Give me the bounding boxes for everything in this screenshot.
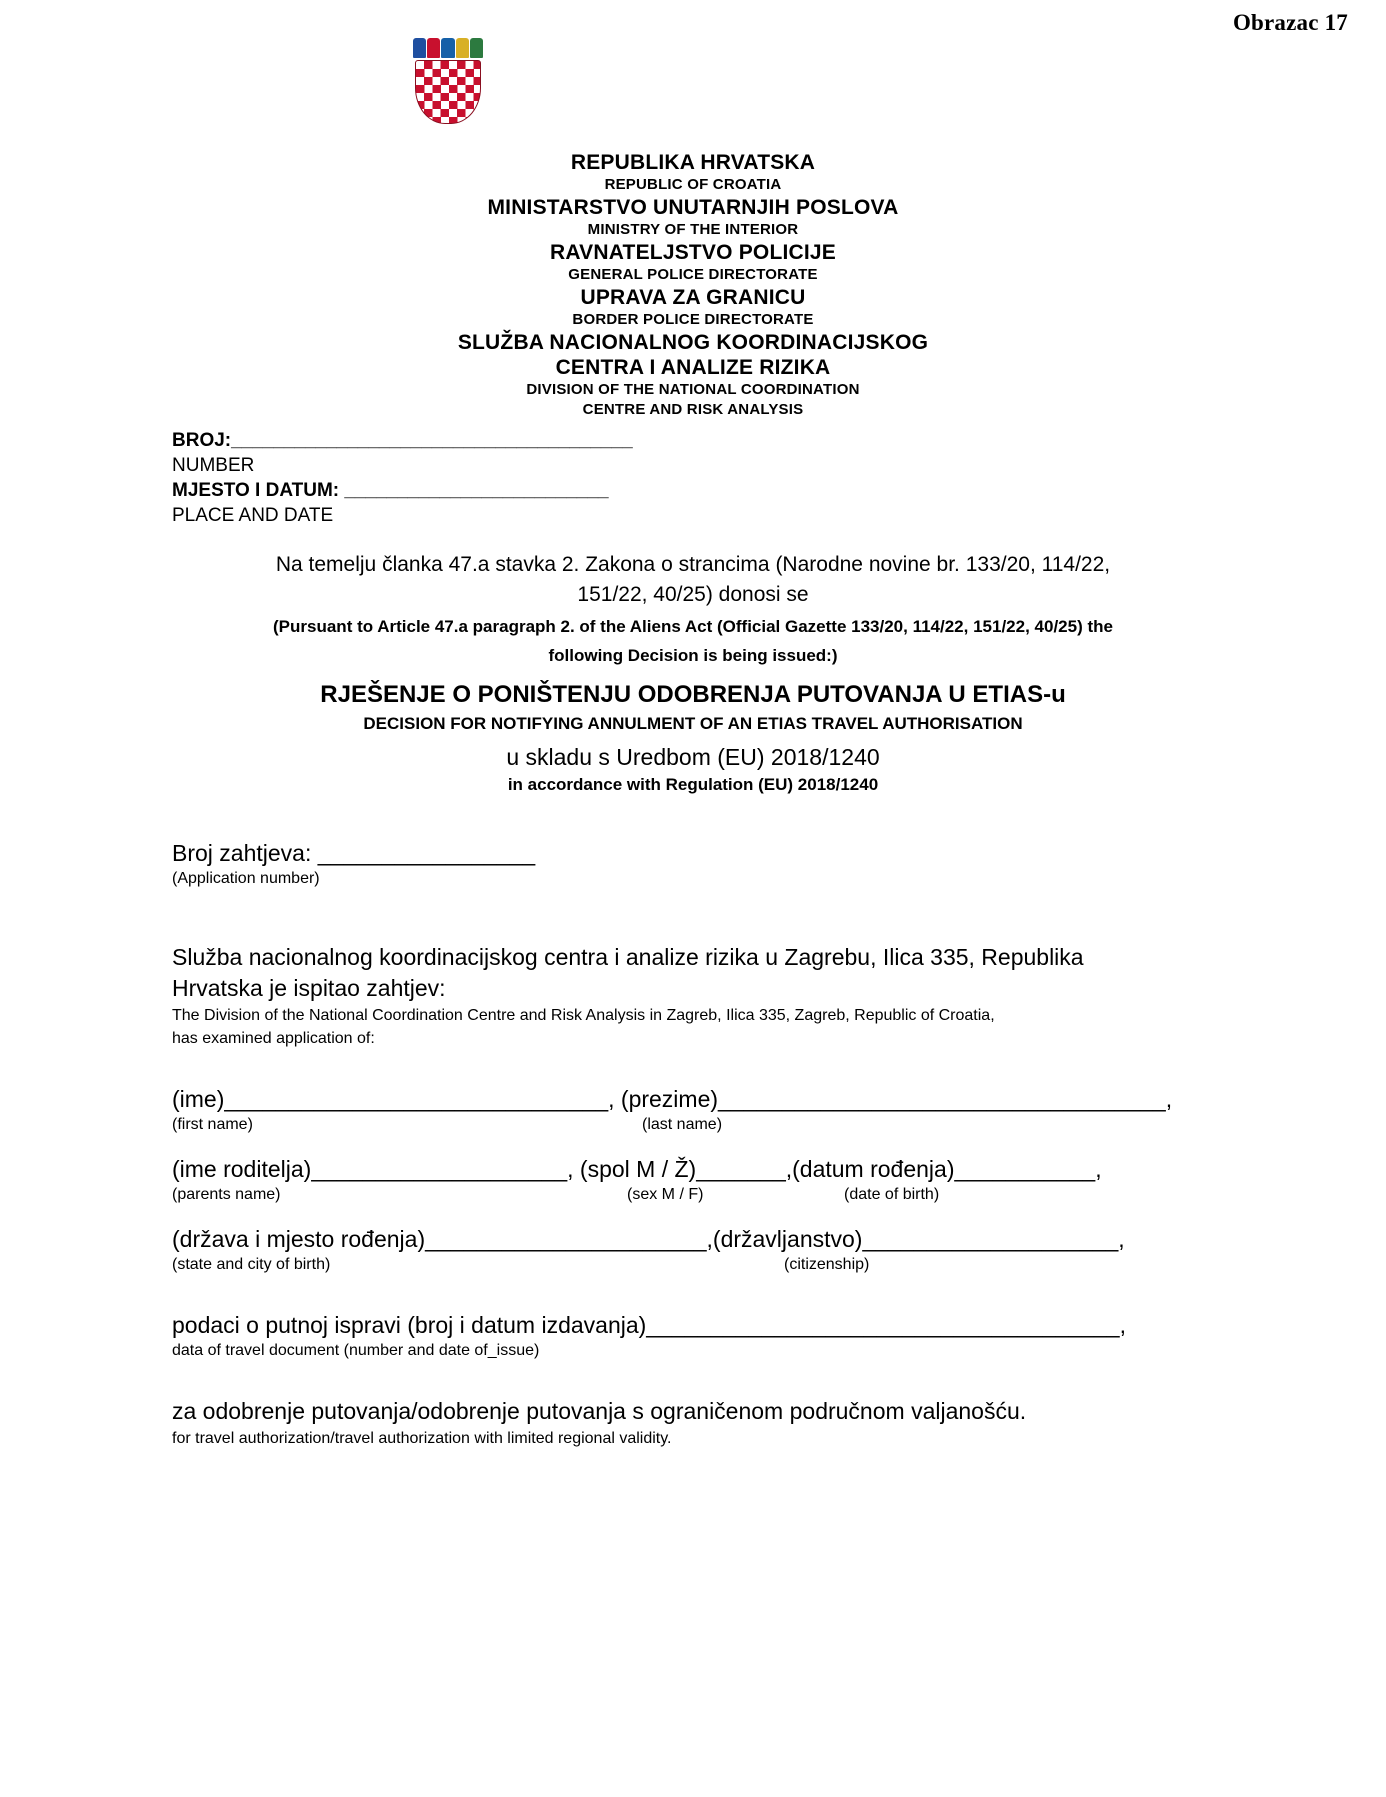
number-field-label-en: NUMBER [172,455,255,476]
legal-basis-hr-line2: 151/22, 40/25) donosi se [577,583,809,606]
authority-statement-hr-line2: Hrvatska je ispitao zahtjev: [172,975,446,1001]
header-line-7: BORDER POLICE DIRECTORATE [572,311,814,328]
header-line-11: CENTRE AND RISK ANALYSIS [582,401,804,418]
crest-shield [415,60,481,124]
parents-row-sublabels [172,1184,1232,1206]
header-line-9: CENTRA I ANALIZE RIZIKA [555,356,831,379]
citizenship-label: (citizenship) [784,1256,870,1273]
name-row-sublabels [172,1114,1232,1136]
birth-row-field[interactable]: (država i mjesto rođenja)______________________,(državljanstvo)____________________, [172,1226,1125,1252]
institution-header [0,150,1386,420]
birth-row-sublabels [172,1254,1232,1276]
reference-block [172,428,1212,528]
title-en: DECISION FOR NOTIFYING ANNULMENT OF AN ETIAS TRAVEL AUTHORISATION [363,714,1023,733]
travel-document-field[interactable]: podaci o putnoj ispravi (broj i datum izdavanja)_____________________________________, [172,1312,1126,1338]
crest-crown [413,38,483,60]
last-name-label: (last name) [642,1116,723,1133]
header-line-10: DIVISION OF THE NATIONAL COORDINATION [526,381,860,398]
form-body [172,838,1232,1450]
birth-row[interactable] [172,1224,1232,1276]
header-line-6: UPRAVA ZA GRANICU [580,286,806,309]
legal-basis [172,550,1214,668]
document-title [172,679,1214,797]
name-row[interactable] [172,1084,1232,1136]
sex-label: (sex M / F) [627,1186,704,1203]
title-regulation-en: in accordance with Regulation (EU) 2018/1240 [507,775,879,794]
form-code: Obrazac 17 [1232,10,1348,35]
header-line-4: RAVNATELJSTVO POLICIJE [550,241,836,264]
parents-name-label: (parents name) [172,1186,281,1203]
purpose-hr: za odobrenje putovanja/odobrenje putovanja s ograničenom područnom valjanošću. [172,1398,1027,1424]
place-date-field-label-en: PLACE AND DATE [172,505,334,526]
header-line-8: SLUŽBA NACIONALNOG KOORDINACIJSKOG [457,331,929,354]
header-line-1: REPUBLIC OF CROATIA [604,176,782,193]
place-date-field-label[interactable]: MJESTO I DATUM: _________________________ [172,480,609,501]
legal-basis-hr-line1: Na temelju članka 47.a stavka 2. Zakona o strancima (Narodne novine br. 133/20, 114/22, [275,553,1111,576]
application-number-field[interactable]: Broj zahtjeva: _________________ [172,840,536,866]
authority-statement-en-line2: has examined application of: [172,1030,375,1047]
legal-basis-en-line1: (Pursuant to Article 47.a paragraph 2. of the Aliens Act (Official Gazette 133/20, 114/22, 151/22, 40/25) the [273,617,1113,636]
parents-row-field[interactable]: (ime roditelja)____________________, (spol M / Ž)_______,(datum rođenja)___________, [172,1156,1102,1182]
name-row-field[interactable]: (ime)______________________________, (prezime)___________________________________, [172,1086,1173,1112]
purpose-row [172,1396,1232,1450]
travel-document-row[interactable] [172,1310,1232,1362]
authority-statement-en-line1: The Division of the National Coordination Centre and Risk Analysis in Zagreb, Ilica 335, Zagreb, Republic of Croatia, [172,1007,995,1024]
coat-of-arms-icon [409,38,487,126]
purpose-en: for travel authorization/travel authorization with limited regional validity. [172,1430,672,1447]
title-hr: RJEŠENJE O PONIŠTENJU ODOBRENJA PUTOVANJA U ETIAS-u [320,681,1066,708]
application-number-label-en: (Application number) [172,870,320,887]
number-field-label[interactable]: BROJ:______________________________________ [172,430,633,451]
header-line-0: REPUBLIKA HRVATSKA [570,151,816,174]
header-line-5: GENERAL POLICE DIRECTORATE [568,266,818,283]
authority-statement-hr-line1: Služba nacionalnog koordinacijskog centra i analize rizika u Zagrebu, Ilica 335, Republika [172,944,1084,970]
state-city-birth-label: (state and city of birth) [172,1256,331,1273]
title-regulation-hr: u skladu s Uredbom (EU) 2018/1240 [506,744,880,770]
header-line-3: MINISTRY OF THE INTERIOR [587,221,799,238]
date-of-birth-label: (date of birth) [844,1186,940,1203]
header-line-2: MINISTARSTVO UNUTARNJIH POSLOVA [487,196,899,219]
first-name-label: (first name) [172,1116,253,1133]
travel-document-label-en: data of travel document (number and date of_issue) [172,1342,540,1359]
legal-basis-en-line2: following Decision is being issued:) [548,646,838,665]
parents-row[interactable] [172,1154,1232,1206]
